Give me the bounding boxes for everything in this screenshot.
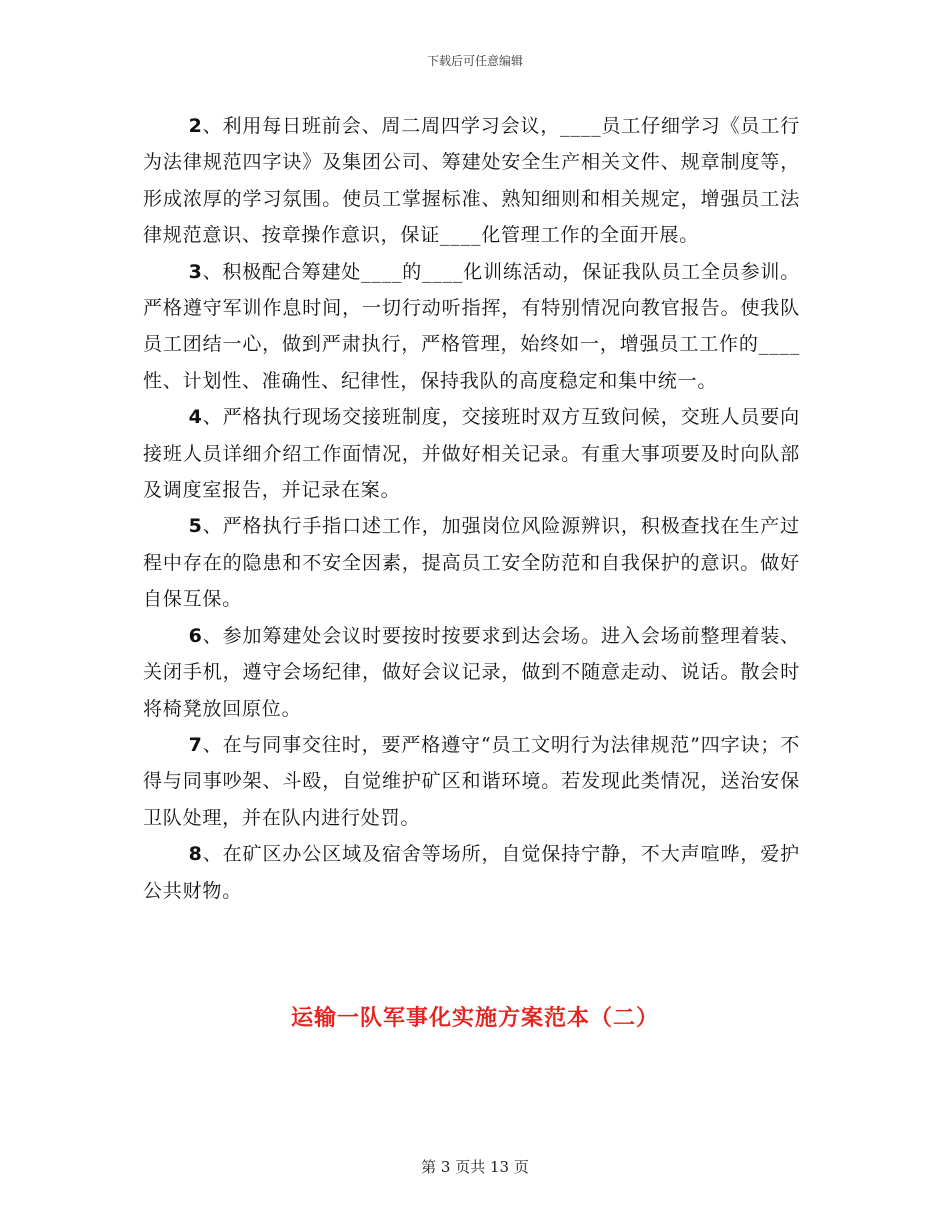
paragraph-item-4 (143, 399, 800, 508)
item-number: 8 (188, 843, 203, 866)
paragraph-text: 、在矿区办公区域及宿舍等场所，自觉保持宁静，不大声喧哗，爱护公共财物。 (143, 843, 800, 902)
section-title: 运输一队军事化实施方案范本（二） (290, 1005, 659, 1031)
item-number: 5 (188, 515, 203, 538)
paragraph-item-2 (143, 108, 800, 254)
paragraph-text: 、严格执行手指口述工作，加强岗位风险源辨识，积极查找在生产过程中存在的隐患和不安全因素，提高员工安全防范和自我保护的意识。做好自保互保。 (143, 515, 800, 611)
paragraph-text: 、在与同事交往时，要严格遵守“员工文明行为法律规范”四字诀；不得与同事吵架、斗殴，自觉维护矿区和谐环境。若发现此类情况，送治安保卫队处理，并在队内进行处罚。 (143, 733, 800, 829)
paragraph-item-5 (143, 508, 800, 617)
paragraph-text: 、利用每日班前会、周二周四学习会议，____员工仔细学习《员工行为法律规范四字诀》及集团公司、筹建处安全生产相关文件、规章制度等，形成浓厚的学习氛围。使员工掌握标准、熟知细则和相关规定，增强员工法律规范意识、按章操作意识，保证____化管理工作的全面开展。 (143, 115, 800, 247)
paragraph-text: 、参加筹建处会议时要按时按要求到达会场。进入会场前整理着装、关闭手机，遵守会场纪律，做好会议记录，做到不随意走动、说话。散会时将椅凳放回原位。 (143, 624, 800, 720)
page-header: 下载后可任意编辑 (426, 54, 523, 68)
item-number: 7 (188, 733, 203, 756)
item-number: 3 (188, 260, 203, 283)
paragraph-item-7 (143, 727, 800, 836)
paragraph-item-8 (143, 836, 800, 909)
paragraph-item-6 (143, 618, 800, 727)
item-number: 4 (188, 406, 203, 429)
paragraph-text: 、积极配合筹建处____的____化训练活动，保证我队员工全员参训。严格遵守军训作息时间，一切行动听指挥，有特别情况向教官报告。使我队员工团结一心，做到严肃执行，严格管理，始终如一，增强员工工作的____性、计划性、准确性、纪律性，保持我队的高度稳定和集中统一。 (143, 260, 800, 392)
item-number: 6 (188, 624, 203, 647)
paragraph-item-3 (143, 254, 800, 400)
item-number: 2 (188, 115, 203, 137)
page-number-footer: 第 3 页共 13 页 (421, 1158, 529, 1176)
paragraph-text: 、严格执行现场交接班制度，交接班时双方互致问候，交班人员要向接班人员详细介绍工作面情况，并做好相关记录。有重大事项要及时向队部及调度室报告，并记录在案。 (143, 406, 800, 502)
document-body (143, 108, 800, 909)
